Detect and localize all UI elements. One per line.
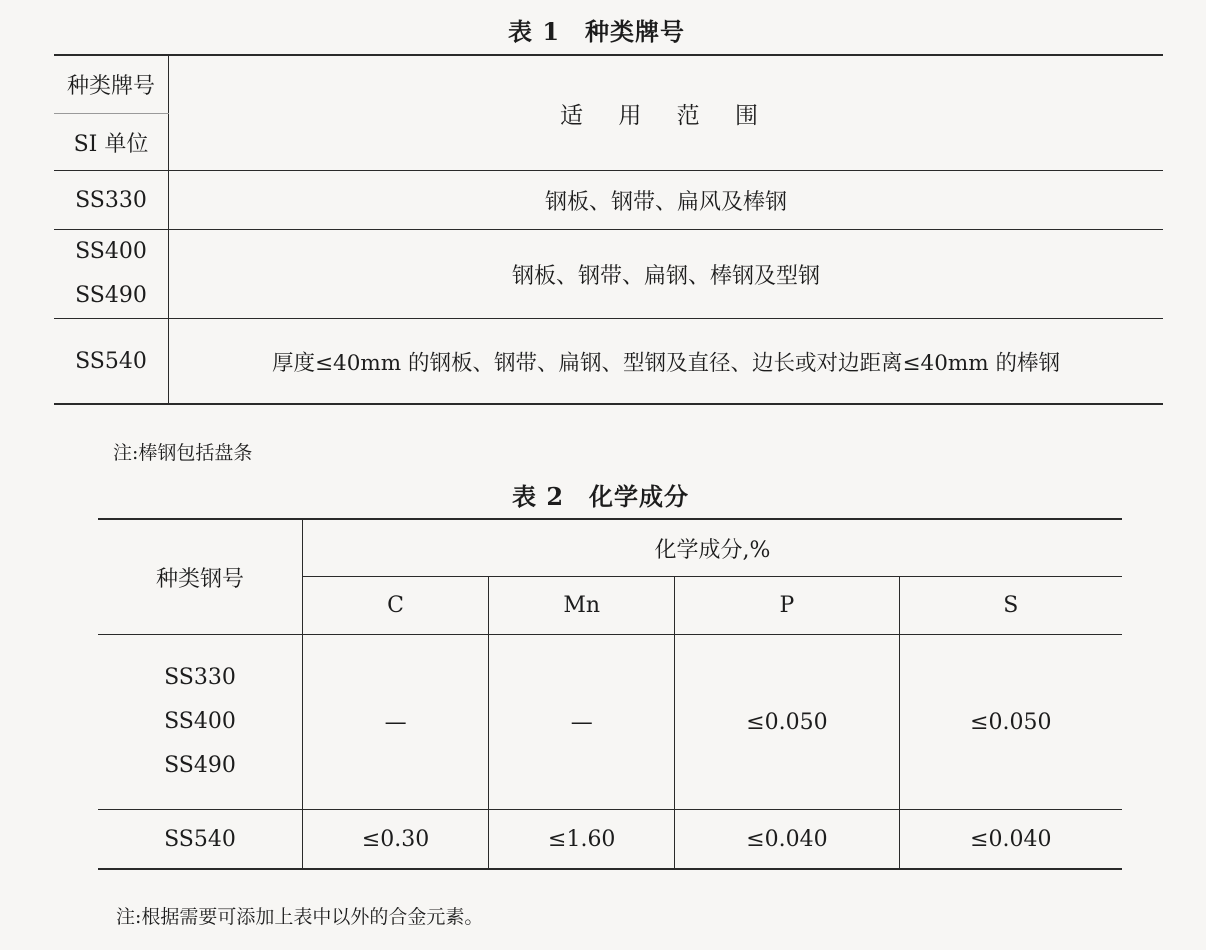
table2-value-cell: — [303, 635, 489, 810]
table1-row [54, 230, 1163, 319]
grade-code: SS400 [75, 239, 147, 264]
table2-value-cell: — [489, 635, 675, 810]
grade-code: SS330 [164, 665, 236, 690]
table1-header-grade-line1: 种类牌号 [54, 55, 169, 114]
table2-row [98, 810, 1122, 870]
table1-scope-cell: 厚度≤40mm 的钢板、钢带、扁钢、型钢及直径、边长或对边距离≤40mm 的棒钢 [169, 319, 1164, 405]
table1-grade-cell: SS330 [54, 171, 169, 230]
table1-grade-cell: SS540 [54, 319, 169, 405]
table2-row [98, 635, 1122, 810]
table1-scope-cell: 钢板、钢带、扁风及棒钢 [169, 171, 1164, 230]
table1-row [54, 319, 1163, 405]
table2-value-cell: ≤0.040 [899, 810, 1122, 870]
table2-header-element: C [303, 577, 489, 635]
table1-header-grade-line2: SI 单位 [54, 114, 169, 171]
table2-header-element: S [899, 577, 1122, 635]
grade-code: SS490 [75, 283, 147, 308]
table1-grade-cell [54, 230, 169, 319]
grade-code: SS490 [164, 753, 236, 778]
table2-header-element: P [675, 577, 899, 635]
table2-note: 注:根据需要可添加上表中以外的合金元素。 [116, 906, 484, 928]
table2-header-element: Mn [489, 577, 675, 635]
table1-header-scope: 适 用 范 围 [560, 102, 772, 129]
table2-value-cell: ≤0.050 [899, 635, 1122, 810]
table2-value-cell: ≤0.050 [675, 635, 899, 810]
table2-caption: 表 2 化学成分 [512, 482, 690, 511]
table2-value-cell: ≤1.60 [489, 810, 675, 870]
table1-row [54, 171, 1163, 230]
table2-value-cell: ≤0.040 [675, 810, 899, 870]
grade-code: SS400 [164, 709, 236, 734]
table1 [54, 54, 1163, 405]
table2 [98, 518, 1122, 870]
table1-note: 注:棒钢包括盘条 [113, 442, 253, 464]
table2-header-grade: 种类钢号 [98, 519, 303, 635]
table2-value-cell: ≤0.30 [303, 810, 489, 870]
table2-grade-cell [98, 635, 303, 810]
table2-header-composition: 化学成分,% [303, 519, 1123, 577]
table1-caption: 表 1 种类牌号 [508, 17, 686, 46]
table1-scope-cell: 钢板、钢带、扁钢、棒钢及型钢 [169, 230, 1164, 319]
table2-grade-cell: SS540 [98, 810, 303, 870]
